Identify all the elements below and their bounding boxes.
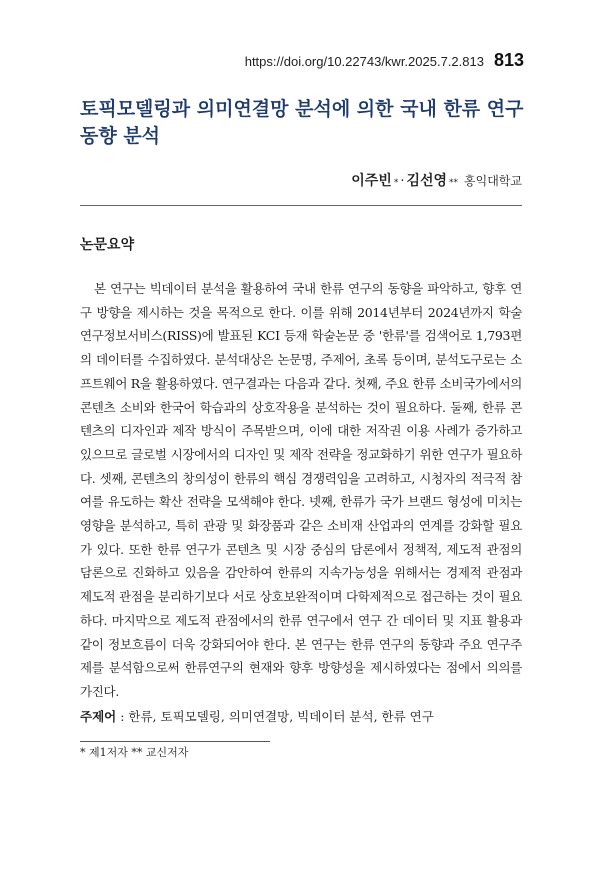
paper-title: 토픽모델링과 의미연결망 분석에 의한 국내 한류 연구 동향 분석 <box>80 98 524 147</box>
doi-link[interactable]: https://doi.org/10.22743/kwr.2025.7.2.813 <box>244 54 484 69</box>
keywords-list: 한류, 토픽모델링, 의미연결망, 빅데이터 분석, 한류 연구 <box>128 709 434 724</box>
author-name-2: 김선영 <box>406 173 448 189</box>
page-header <box>245 50 524 71</box>
affiliation: 홍익대학교 <box>464 174 522 188</box>
keywords <box>80 706 522 728</box>
footnote-divider <box>80 741 270 742</box>
footnote: * 제1저자 ** 교신저자 <box>80 746 189 759</box>
author-line <box>351 170 522 190</box>
keywords-label: 주제어 <box>80 709 117 724</box>
author-mark-1: * <box>393 178 399 188</box>
author-name-1: 이주빈 <box>351 173 392 189</box>
author-mark-2: ** <box>449 178 459 188</box>
keywords-separator: : <box>116 709 129 724</box>
page-number: 813 <box>493 50 524 70</box>
author-separator: · <box>400 174 405 189</box>
abstract-text: 본 연구는 빅데이터 분석을 활용하여 국내 한류 연구의 동향을 파악하고, 향후 연구 방향을 제시하는 것을 목적으로 한다. 이를 위해 2014년부터 2024년까지 학술연구정보서비스(RISS)에 발표된 KCI 등재 학술논문 중 '한류'를 검색어로 1,793편의 데이터를 수집하였다. 분석대상은 논문명, 주제어, 초록 등이며, 분석도구로는 소프트웨어 R을 활용하였다. 연구결과는 다음과 같다. 첫째, 주요 한류 소비국가에서의 콘텐츠 소비와 한국어 학습과의 상호작용을 분석하는 것이 필요하다. 둘째, 한류 콘텐츠의 디자인과 제작 방식이 주목받으며, 이에 대한 저작권 이용 사례가 증가하고 있으므로 글로벌 시장에서의 디자인 및 제작 전략을 정교화하기 위한 연구가 필요하다. 셋째, 콘텐츠의 창의성이 한류의 핵심 경쟁력임을 고려하고, 시청자의 적극적 참여를 유도하는 확산 전략을 모색해야 한다. 넷째, 한류가 국가 브랜드 형성에 미치는 영향을 분석하고, 특히 관광 및 화장품과 같은 소비재 산업과의 연계를 강화할 필요가 있다. 또한 한류 연구가 콘텐츠 및 시장 중심의 담론에서 정책적, 제도적 관점의 담론으로 진화하고 있음을 감안하여 한류의 지속가능성을 위해서는 경제적 관점과 제도적 관점을 분리하기보다 서로 상호보완적이며 다학제적으로 접근하는 것이 필요하다. 마지막으로 제도적 관점에서의 한류 연구에서 연구 간 데이터 및 지표 활용과 같이 정보흐름이 더욱 강화되어야 한다. 본 연구는 한류 연구의 동향과 주요 연구주제를 분석함으로써 한류연구의 현재와 향후 방향성을 제시하였다는 점에서 의의를 가진다. <box>80 281 522 699</box>
abstract-heading: 논문요약 <box>80 237 135 253</box>
header-divider <box>80 205 522 206</box>
